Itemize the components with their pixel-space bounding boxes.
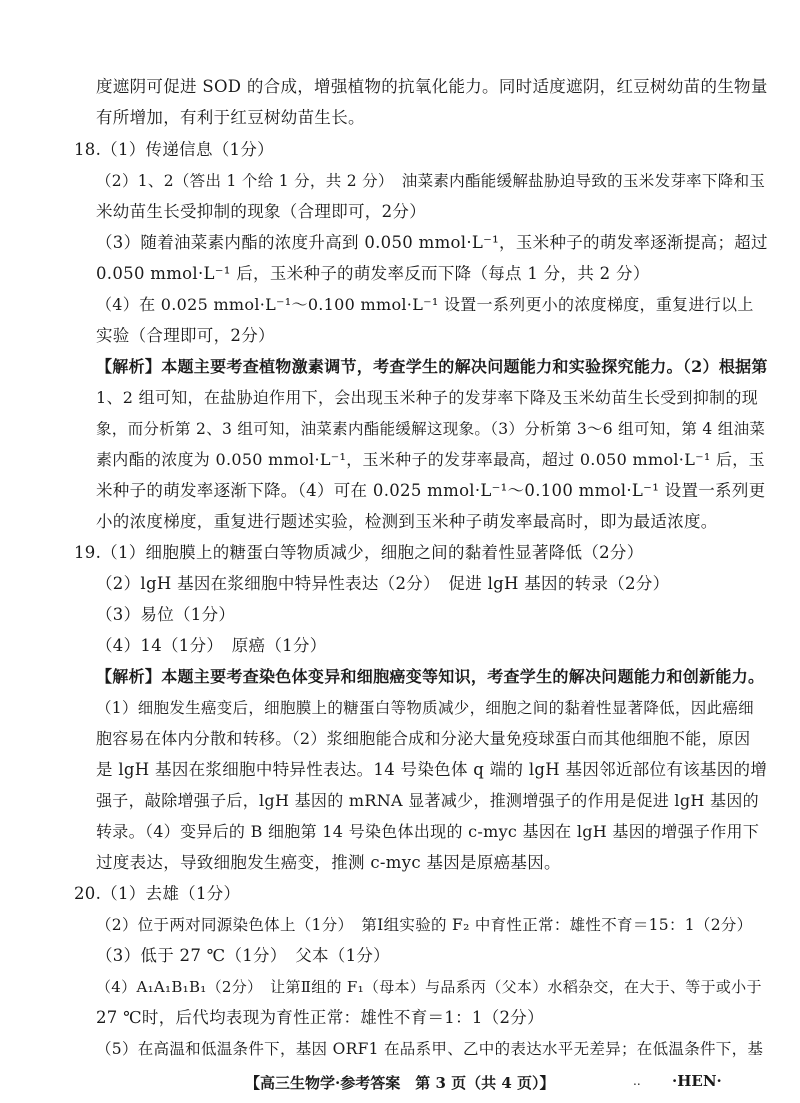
question-19-part-2: （2）lgH 基因在浆细胞中特异性表达（2分） 促进 lgH 基因的转录（2分）	[96, 574, 670, 593]
question-20-part-3: （3）低于 27 ℃（1分） 父本（1分）	[96, 946, 390, 965]
text-line: 度遮阴可促进 SOD 的合成，增强植物的抗氧化能力。同时适度遮阴，红豆树幼苗的生物量	[96, 77, 768, 96]
question-18-part-3: （3）随着油菜素内酯的浓度升高到 0.050 mmol·L⁻¹，玉米种子的萌发率逐渐提高；超过	[96, 233, 768, 252]
text-line: 过度表达，导致细胞发生癌变，推测 c-myc 基因是原癌基因。	[96, 853, 561, 872]
question-19-part-1: 19.（1）细胞膜上的糖蛋白等物质减少，细胞之间的黏着性显著降低（2分）	[74, 543, 644, 562]
footer-dots: ..	[633, 1074, 641, 1088]
analysis-18-heading: 【解析】本题主要考查植物激素调节，考查学生的解决问题能力和实验探究能力。（2）根据第	[96, 357, 768, 376]
text-line: 胞容易在体内分散和转移。（2）浆细胞能合成和分泌大量免疫球蛋白而其他细胞不能，原因	[96, 729, 751, 748]
text-line: 米幼苗生长受抑制的现象（合理即可，2分）	[96, 202, 426, 221]
footer-title: 【高三生物学·参考答案 第 3 页（共 4 页）】	[245, 1074, 555, 1092]
text-line: （1）细胞发生癌变后，细胞膜上的糖蛋白等物质减少，细胞之间的黏着性显著降低，因此癌细	[96, 699, 754, 717]
footer-code: ·HEN·	[672, 1072, 722, 1090]
text-line: 素内酯的浓度为 0.050 mmol·L⁻¹，玉米种子的发芽率最高，超过 0.050 mmol·L⁻¹ 后，玉	[96, 450, 765, 469]
text-line: 有所增加，有利于红豆树幼苗生长。	[96, 108, 365, 127]
question-20-part-1: 20.（1）去雄（1分）	[74, 884, 241, 903]
text-line: 小的浓度梯度，重复进行题述实验，检测到玉米种子萌发率最高时，即为最适浓度。	[96, 512, 718, 531]
page-footer	[0, 1072, 800, 1098]
question-19-part-3: （3）易位（1分）	[96, 605, 236, 624]
question-18-part-4: （4）在 0.025 mmol·L⁻¹～0.100 mmol·L⁻¹ 设置一系列更小的浓度梯度，重复进行以上	[96, 295, 754, 314]
question-20-part-5: （5）在高温和低温条件下，基因 ORF1 在品系甲、乙中的表达水平无差异；在低温条件下，基	[96, 1040, 764, 1058]
analysis-19-heading: 【解析】本题主要考查染色体变异和细胞癌变等知识，考查学生的解决问题能力和创新能力。	[96, 667, 765, 686]
question-20-part-2: （2）位于两对同源染色体上（1分） 第Ⅰ组实验的 F₂ 中育性正常：雄性不育＝15：1（2分）	[96, 916, 753, 934]
text-line: 是 lgH 基因在浆细胞中特异性表达。14 号染色体 q 端的 lgH 基因邻近部位有该基因的增	[96, 760, 768, 779]
text-line: 27 ℃时，后代均表现为育性正常：雄性不育＝1：1（2分）	[96, 1008, 544, 1027]
text-line: 强子，敲除增强子后，lgH 基因的 mRNA 显著减少，推测增强子的作用是促进 lgH 基因的	[96, 791, 759, 810]
text-line: 实验（合理即可，2分）	[96, 326, 275, 345]
question-20-part-4: （4）A₁A₁B₁B₁（2分） 让第Ⅱ组的 F₁（母本）与品系丙（父本）水稻杂交，在大于、等于或小于	[96, 978, 762, 996]
text-line: 象，而分析第 2、3 组可知，油菜素内酯能缓解这现象。（3）分析第 3～6 组可知，第 4 组油菜	[96, 420, 766, 438]
text-line: 0.050 mmol·L⁻¹ 后，玉米种子的萌发率反而下降（每点 1 分，共 2 分）	[96, 264, 650, 283]
text-line: 转录。（4）变异后的 B 细胞第 14 号染色体出现的 c-myc 基因在 lgH 基因的增强子作用下	[96, 822, 760, 841]
text-line: 米种子的萌发率逐渐下降。（4）可在 0.025 mmol·L⁻¹～0.100 mmol·L⁻¹ 设置一系列更	[96, 481, 766, 500]
question-18-part-1: 18.（1）传递信息（1分）	[74, 140, 274, 159]
question-18-part-2: （2）1、2（答出 1 个给 1 分，共 2 分） 油菜素内酯能缓解盐胁迫导致的玉米发芽率下降和玉	[96, 172, 766, 190]
question-19-part-4: （4）14（1分） 原癌（1分）	[96, 636, 327, 655]
text-line: 1、2 组可知，在盐胁迫作用下，会出现玉米种子的发芽率下降及玉米幼苗生长受到抑制的现	[96, 388, 759, 407]
